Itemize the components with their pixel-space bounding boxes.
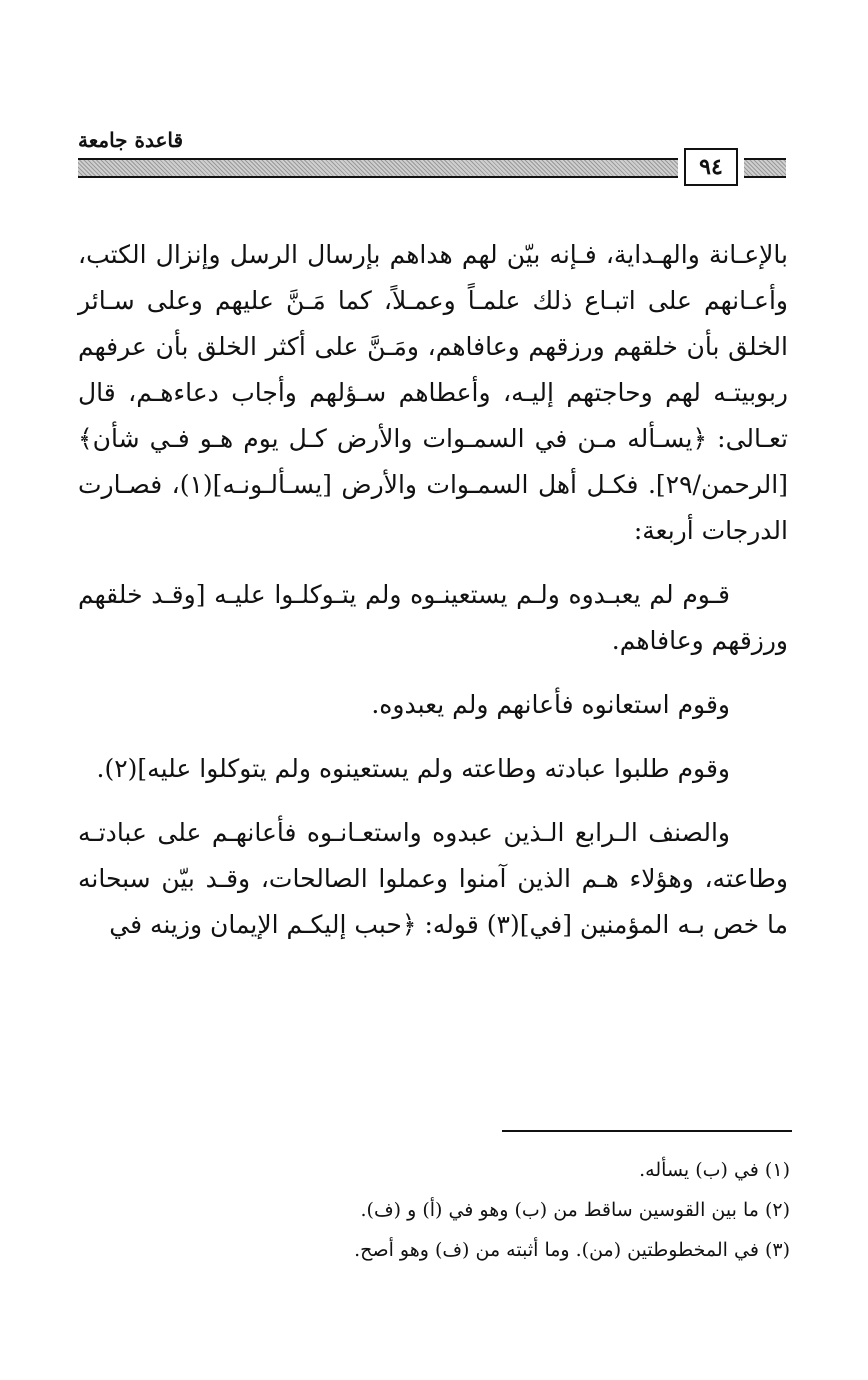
footnote-1: (١) في (ب) يسأله. [639,1159,790,1181]
running-header-title: قاعدة جامعة [78,128,184,152]
main-text [78,232,788,948]
paragraph-1: بالإعـانة والهـداية، فـإنه بيّن لهم هداهم بإرسال الرسل وإنزال الكتب، وأعـانهم على اتبـاع ذلك علمـاً وعمـلاً، كما مَـنَّ عليهم وعلى سـائر الخلق بأن خلقهم ورزقهم وعافاهم، ومَـنَّ على أكثر الخلق بأن عرفهم ربوبيتـه لهم وحاجتهم إليـه، وأعطاهم سـؤلهم وأجاب دعاءهـم، قال تعـالى: ﴿يسـأله مـن في السمـوات والأرض كـل يوم هـو فـي شأن﴾ [الرحمن/٢٩]. فكـل أهل السمـوات والأرض [يسـألـونـه](١)، فصـارت الدرجات أربعة: [78,240,788,545]
footnotes [300,1150,790,1270]
footnote-3: (٣) في المخطوطتين (من). وما أثبته من (ف) وهو أصح. [354,1239,790,1261]
paragraph-4: وقوم طلبوا عبادته وطاعته ولم يستعينوه ولم يتوكلوا عليه](٢). [96,754,730,783]
paragraph-2: قـوم لم يعبـدوه ولـم يستعينـوه ولم يتـوكلـوا عليـه [وقـد خلقهم ورزقهم وعافاهم. [78,580,788,655]
paragraph-5: والصنف الـرابع الـذين عبدوه واستعـانـوه فأعانهـم على عبادتـه وطاعته، وهؤلاء هـم الذين آمنوا وعملوا الصالحات، وقـد بيّن سبحانه ما خص بـه المؤمنين [في](٣) قوله: ﴿حبب إليكـم الإيمان وزينه في [78,818,788,939]
header-rule-right [744,158,786,178]
paragraph-3: وقوم استعانوه فأعانهم ولم يعبدوه. [371,690,730,719]
footnote-2: (٢) ما بين القوسين ساقط من (ب) وهو في (أ) و (ف). [360,1199,790,1221]
footnote-divider [502,1130,792,1132]
page-number: ٩٤ [684,148,738,186]
header-rule-left [78,158,678,178]
